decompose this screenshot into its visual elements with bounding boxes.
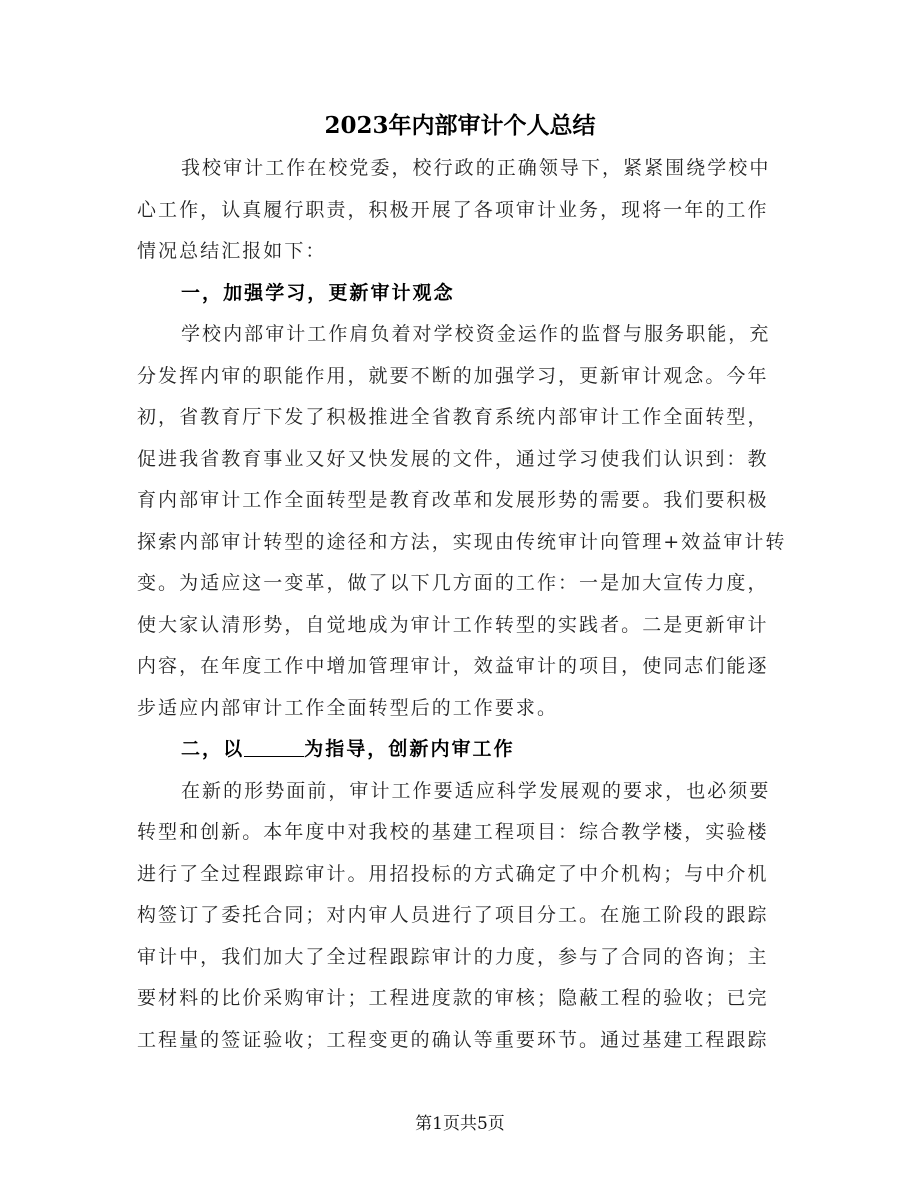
paragraph-line: 初，省教育厅下发了积极推进全省教育系统内部审计工作全面转型， [137,406,769,428]
paragraph-line: 步适应内部审计工作全面转型后的工作要求。 [137,696,559,719]
section-heading-2 [137,729,777,771]
paragraph-line: 构签订了委托合同；对内审人员进行了项目分工。在施工阶段的跟踪 [137,904,769,926]
paragraph-line: 转型和创新。本年度中对我校的基建工程项目：综合教学楼，实验楼 [137,821,769,843]
section-heading-1: 一，加强学习，更新审计观念 [181,281,455,304]
paragraph-line: 分发挥内审的职能作用，就要不断的加强学习，更新审计观念。今年 [137,364,769,387]
paragraph-line: 促进我省教育事业又好又快发展的文件，通过学习使我们认识到：教 [137,447,769,470]
paragraph-line: 进行了全过程跟踪审计。用招投标的方式确定了中介机构；与中介机 [137,862,769,885]
paragraph-line: 内容，在年度工作中增加管理审计，效益审计的项目，使同志们能逐 [137,655,769,677]
document-body [137,148,787,1061]
paragraph-line: 我校审计工作在校党委，校行政的正确领导下，紧紧围绕学校中 [181,157,771,179]
heading-prefix: 二，以 [181,738,245,760]
fill-in-blank [244,736,304,757]
paragraph-line: 学校内部审计工作肩负着对学校资金运作的监督与服务职能，充 [181,323,771,345]
paragraph-line: 要材料的比价采购审计；工程进度款的审核；隐蔽工程的验收；已完 [137,987,769,1009]
paragraph-line: 情况总结汇报如下： [137,240,327,262]
paragraph-line: 工程量的签证验收；工程变更的确认等重要环节。通过基建工程跟踪 [137,1028,769,1051]
document-title: 2023年内部审计个人总结 [324,112,596,139]
paragraph-line: 心工作，认真履行职责，积极开展了各项审计业务，现将一年的工作 [137,198,769,221]
paragraph-line: 使大家认清形势，自觉地成为审计工作转型的实践者。二是更新审计 [137,613,769,636]
paragraph-line: 变。为适应这一变革，做了以下几方面的工作：一是加大宣传力度， [137,572,769,594]
paragraph-line: 在新的形势面前，审计工作要适应科学发展观的要求，也必须要 [181,779,771,802]
page-number-footer: 第1页共5页 [415,1114,505,1134]
paragraph-line: 审计中，我们加大了全过程跟踪审计的力度，参与了合同的咨询；主 [137,945,769,968]
heading-suffix: 为指导，创新内审工作 [304,738,515,760]
paragraph-line: 育内部审计工作全面转型是教育改革和发展形势的需要。我们要积极 [137,489,769,511]
paragraph-line: 探索内部审计转型的途径和方法，实现由传统审计向管理+效益审计转 [137,530,787,553]
